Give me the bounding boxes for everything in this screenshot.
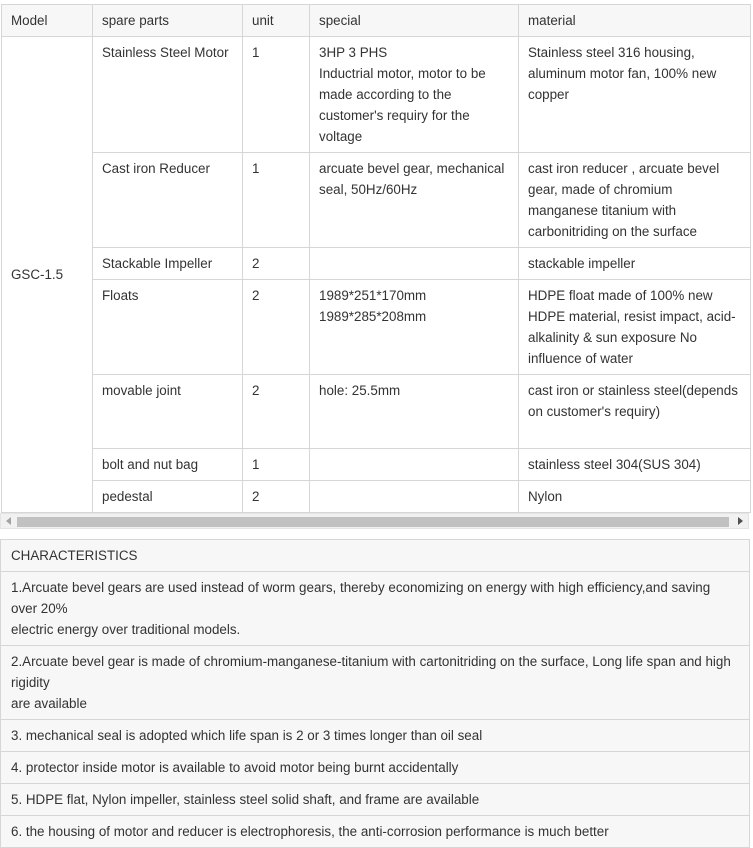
model-cell: GSC-1.5: [2, 37, 93, 513]
unit-cell: 1: [243, 449, 310, 481]
special-cell: [310, 481, 519, 513]
special-cell: 3HP 3 PHS Inductrial motor, motor to be made according to the customer's requiry for the voltage: [310, 37, 519, 153]
material-cell: HDPE float made of 100% new HDPE material, resist impact, acid-alkalinity & sun exposure No influence of water: [519, 280, 751, 375]
unit-cell: 2: [243, 248, 310, 280]
table-row: [2, 248, 751, 280]
special-cell: arcuate bevel gear, mechanical seal, 50Hz/60Hz: [310, 153, 519, 248]
unit-cell: 2: [243, 481, 310, 513]
header-unit: unit: [243, 5, 310, 37]
spare-parts-table: [1, 4, 751, 513]
characteristic-item: 4. protector inside motor is available to avoid motor being burnt accidentally: [1, 752, 750, 784]
list-item: [1, 720, 750, 752]
material-cell: cast iron reducer , arcuate bevel gear, made of chromium manganese titanium with carbonitriding on the surface: [519, 153, 751, 248]
unit-cell: 1: [243, 153, 310, 248]
characteristic-item: 3. mechanical seal is adopted which life span is 2 or 3 times longer than oil seal: [1, 720, 750, 752]
table-row: [2, 449, 751, 481]
header-spare-parts: spare parts: [93, 5, 243, 37]
list-item: [1, 784, 750, 816]
characteristics-title: CHARACTERISTICS: [1, 540, 750, 572]
part-cell: Stackable Impeller: [93, 248, 243, 280]
special-cell: hole: 25.5mm: [310, 375, 519, 449]
header-material: material: [519, 5, 751, 37]
unit-cell: 1: [243, 37, 310, 153]
material-cell: cast iron or stainless steel(depends on customer's requiry): [519, 375, 751, 449]
unit-cell: 2: [243, 375, 310, 449]
material-cell: stackable impeller: [519, 248, 751, 280]
header-model: Model: [2, 5, 93, 37]
table-row: [2, 153, 751, 248]
material-cell: Stainless steel 316 housing, aluminum motor fan, 100% new copper: [519, 37, 751, 153]
list-item: [1, 816, 750, 848]
material-cell: stainless steel 304(SUS 304): [519, 449, 751, 481]
scroll-right-arrow-icon[interactable]: [738, 517, 743, 525]
special-cell: 1989*251*170mm 1989*285*208mm: [310, 280, 519, 375]
list-item: [1, 752, 750, 784]
special-cell: [310, 248, 519, 280]
list-item: [1, 572, 750, 646]
table-row: [2, 375, 751, 449]
table-row: [2, 280, 751, 375]
characteristic-item: 5. HDPE flat, Nylon impeller, stainless steel solid shaft, and frame are available: [1, 784, 750, 816]
scrollbar-thumb[interactable]: [17, 517, 729, 527]
horizontal-scrollbar[interactable]: [0, 513, 749, 529]
characteristic-item: 1.Arcuate bevel gears are used instead of worm gears, thereby economizing on energy with high efficiency,and saving over 20% electric energy over traditional models.: [1, 572, 750, 646]
characteristics-header-row: [1, 540, 750, 572]
characteristic-item: 2.Arcuate bevel gear is made of chromium-manganese-titanium with cartonitriding on the surface, Long life span and high rigidity are available: [1, 646, 750, 720]
characteristics-table: [0, 539, 750, 848]
table-header-row: [2, 5, 751, 37]
unit-cell: 2: [243, 280, 310, 375]
special-cell: [310, 449, 519, 481]
scroll-left-arrow-icon[interactable]: [6, 517, 11, 525]
part-cell: pedestal: [93, 481, 243, 513]
material-cell: Nylon: [519, 481, 751, 513]
table-row: [2, 37, 751, 153]
spec-table-container: [0, 4, 753, 513]
characteristic-item: 6. the housing of motor and reducer is electrophoresis, the anti-corrosion performance is much better: [1, 816, 750, 848]
table-row: [2, 481, 751, 513]
part-cell: Cast iron Reducer: [93, 153, 243, 248]
list-item: [1, 646, 750, 720]
part-cell: movable joint: [93, 375, 243, 449]
part-cell: bolt and nut bag: [93, 449, 243, 481]
part-cell: Floats: [93, 280, 243, 375]
part-cell: Stainless Steel Motor: [93, 37, 243, 153]
header-special: special: [310, 5, 519, 37]
